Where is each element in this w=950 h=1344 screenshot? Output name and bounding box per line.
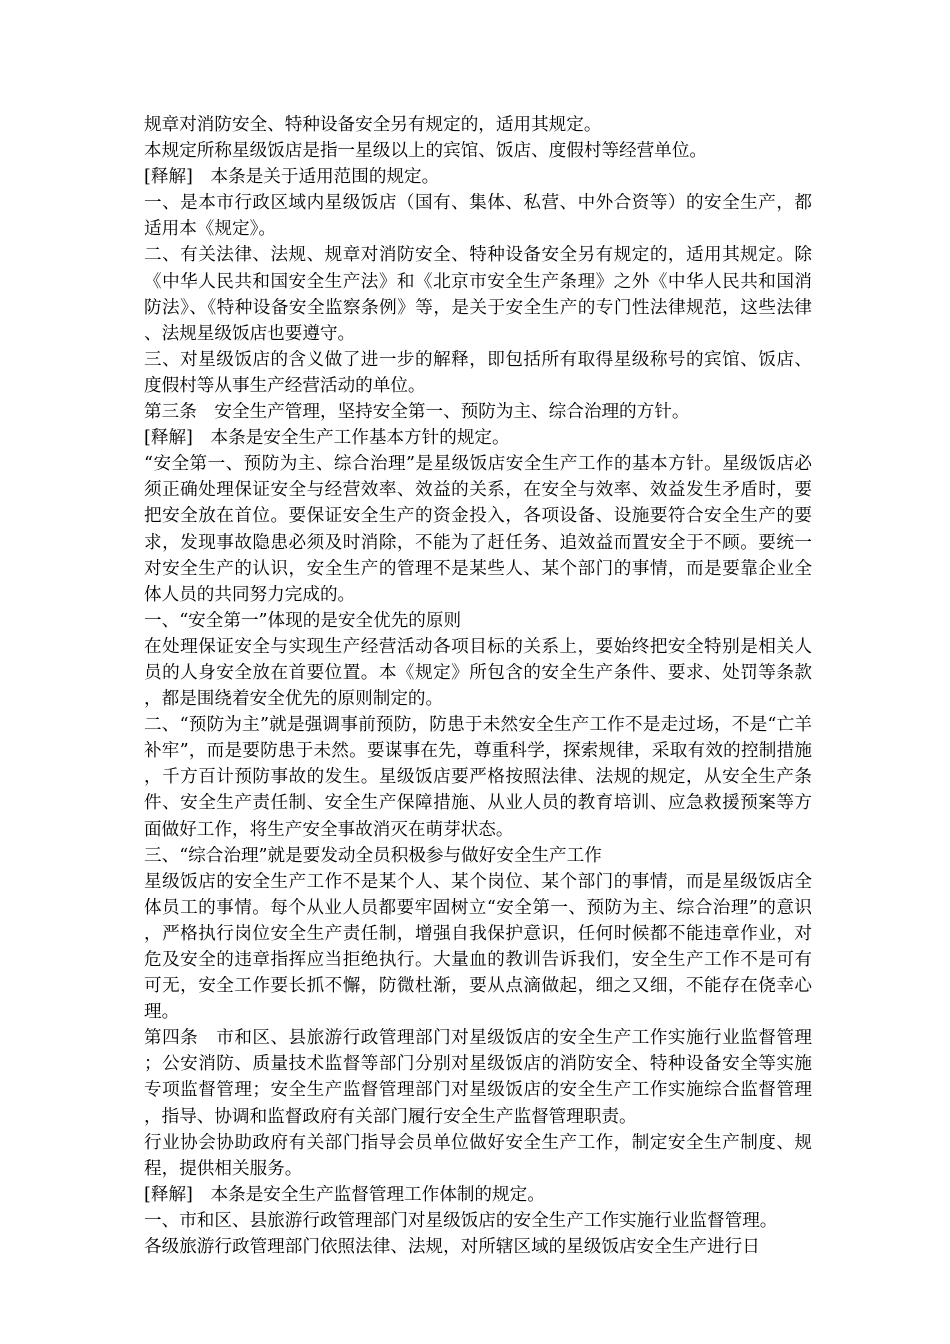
paragraph: 一、是本市行政区域内星级饭店（国有、集体、私营、中外合资等）的安全生产，都适用本《规定》。 <box>144 193 812 240</box>
paragraph: 在处理保证安全与实现生产经营活动各项目标的关系上，要始终把安全特别是相关人员的人身安全放在首要位置。本《规定》所包含的安全生产条件、要求、处罚等条款，都是围绕着安全优先的原则制定的。 <box>144 636 812 710</box>
paragraph: 一、市和区、县旅游行政管理部门对星级饭店的安全生产工作实施行业监督管理。 <box>144 1210 778 1231</box>
paragraph: 星级饭店的安全生产工作不是某个人、某个岗位、某个部门的事情，而是星级饭店全体员工的事情。每个从业人员都要牢固树立“安全第一、预防为主、综合治理”的意识，严格执行岗位安全生产责任制，增强自我保护意识，任何时候都不能违章作业，对危及安全的违章指挥应当拒绝执行。大量血的教训告诉我们，安全生产工作不是可有可无，安全工作要长抓不懈，防微杜渐，要从点滴做起，细之又细，不能存在侥幸心理。 <box>144 871 812 1023</box>
document-page <box>144 112 812 1260</box>
paragraph: 二、有关法律、法规、规章对消防安全、特种设备安全另有规定的，适用其规定。除《中华人民共和国安全生产法》和《北京市安全生产条理》之外《中华人民共和国消防法》、《特种设备安全监察条例》等，是关于安全生产的专门性法律规范，这些法律、法规星级饭店也要遵守。 <box>144 245 812 344</box>
paragraph: 三、对星级饭店的含义做了进一步的解释，即包括所有取得星级称号的宾馆、饭店、度假村等从事生产经营活动的单位。 <box>144 349 812 396</box>
paragraph: 本规定所称星级饭店是指一星级以上的宾馆、饭店、度假村等经营单位。 <box>144 141 708 162</box>
paragraph: 各级旅游行政管理部门依照法律、法规，对所辖区域的星级饭店安全生产进行日 <box>144 1237 760 1258</box>
paragraph: [释解] 本条是安全生产工作基本方针的规定。 <box>144 428 510 449</box>
paragraph: 行业协会协助政府有关部门指导会员单位做好安全生产工作，制定安全生产制度、规程，提供相关服务。 <box>144 1132 812 1179</box>
paragraph: 规章对消防安全、特种设备安全另有规定的，适用其规定。 <box>144 115 602 135</box>
paragraph: 二、“预防为主”就是强调事前预防，防患于未然安全生产工作不是走过场，不是“亡羊补牢”，而是要防患于未然。要谋事在先，尊重科学，探索规律，采取有效的控制措施，千方百计预防事故的发生。星级饭店要严格按照法律、法规的规定，从安全生产条件、安全生产责任制、安全生产保障措施、从业人员的教育培训、应急救援预案等方面做好工作，将生产安全事故消灭在萌芽状态。 <box>144 715 812 840</box>
paragraph: 一、“安全第一”体现的是安全优先的原则 <box>144 610 462 631</box>
section-heading: 第三条 安全生产管理，坚持安全第一、预防为主、综合治理的方针。 <box>144 402 690 423</box>
paragraph: [释解] 本条是安全生产监督管理工作体制的规定。 <box>144 1184 545 1205</box>
section-heading: 第四条 市和区、县旅游行政管理部门对星级饭店的安全生产工作实施行业监督管理；公安消防、质量技术监督等部门分别对星级饭店的消防安全、特种设备安全等实施专项监督管理；安全生产监督管理部门对星级饭店的安全生产工作实施综合监督管理，指导、协调和监督政府有关部门履行安全生产监督管理职责。 <box>144 1028 812 1127</box>
paragraph: [释解] 本条是关于适用范围的规定。 <box>144 167 440 188</box>
paragraph: 三、“综合治理”就是要发动全员积极参与做好安全生产工作 <box>144 845 602 866</box>
paragraph: “安全第一、预防为主、综合治理”是星级饭店安全生产工作的基本方针。星级饭店必须正确处理保证安全与经营效率、效益的关系，在安全与效率、效益发生矛盾时，要把安全放在首位。要保证安全生产的资金投入，各项设备、设施要符合安全生产的要求，发现事故隐患必须及时消除，不能为了赶任务、追效益而置安全于不顾。要统一对安全生产的认识，安全生产的管理不是某些人、某个部门的事情，而是要靠企业全体人员的共同努力完成的。 <box>144 454 812 605</box>
